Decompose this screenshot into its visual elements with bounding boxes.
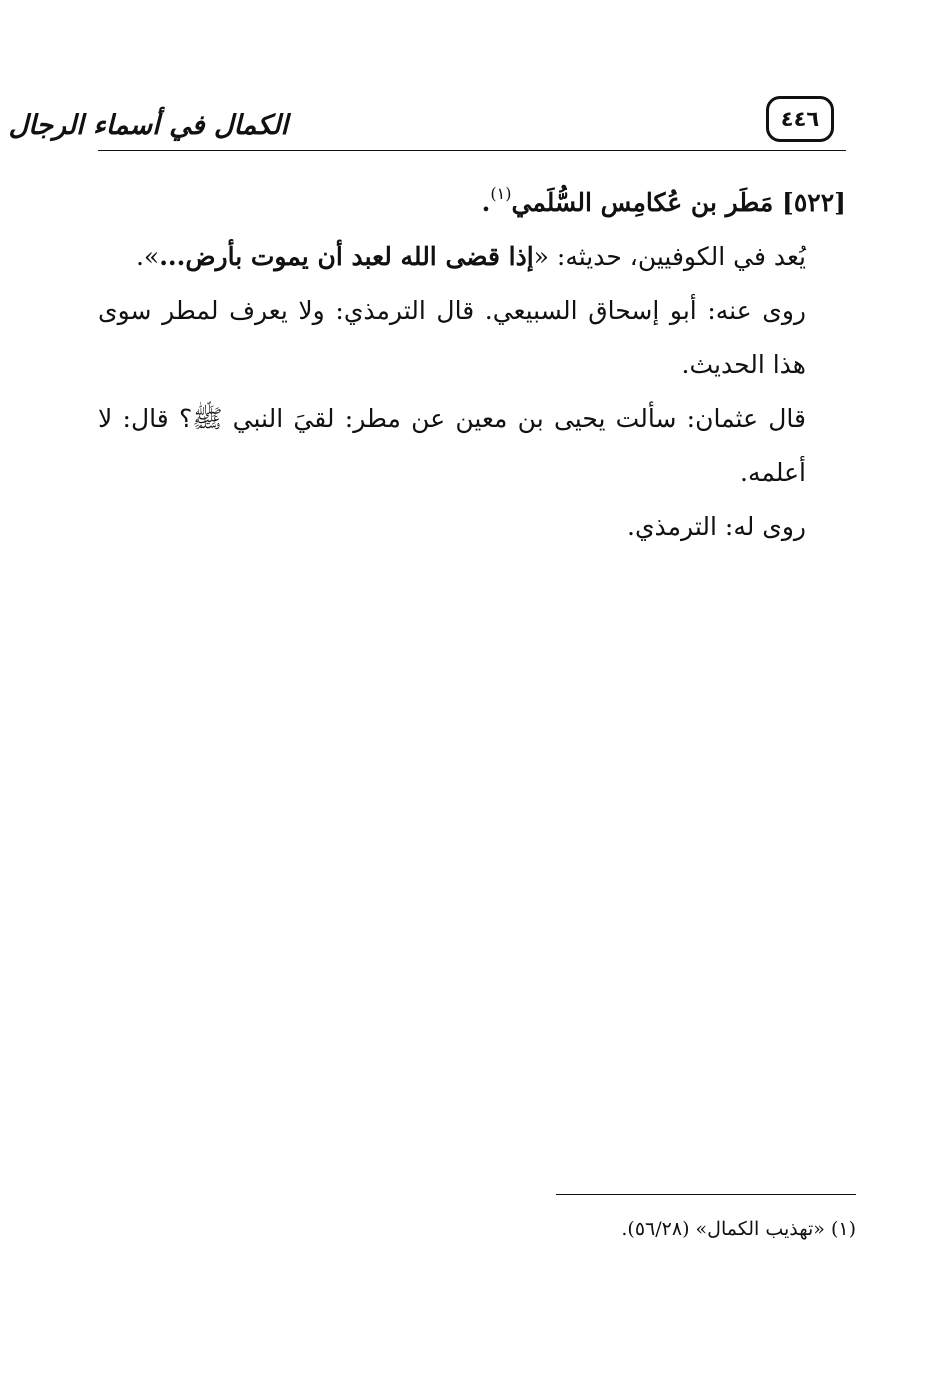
footnote-divider bbox=[556, 1194, 856, 1195]
paragraph-hadith bbox=[98, 230, 846, 284]
page-number: ٤٤٦ bbox=[766, 96, 834, 142]
book-title: الكمال في أسماء الرجال bbox=[8, 110, 288, 141]
paragraph-uthman: قال عثمان: سألت يحيى بن معين عن مطر: لقيَ النبي ﷺ؟ قال: لا أعلمه. bbox=[98, 404, 806, 487]
paragraph-hadith-lead: يُعد في الكوفيين، حديثه: « bbox=[533, 242, 806, 271]
paragraph-hadith-end: ». bbox=[135, 242, 160, 271]
header-divider bbox=[98, 150, 846, 151]
paragraph-narrators: روى عنه: أبو إسحاق السبيعي. قال الترمذي: ولا يعرف لمطر سوى هذا الحديث. bbox=[98, 296, 806, 379]
entry-heading-text: [٥٢٢] مَطَر بن عُكامِس السُّلَمي bbox=[511, 188, 846, 217]
hadith-quote: إذا قضى الله لعبد أن يموت بأرض... bbox=[159, 242, 534, 271]
footnote-marker: (١) bbox=[490, 184, 512, 203]
footnote: (١) «تهذيب الكمال» (٥٦/٢٨). bbox=[621, 1218, 856, 1240]
entry-heading bbox=[98, 176, 846, 230]
entry-heading-period: . bbox=[481, 188, 491, 217]
main-text bbox=[98, 176, 846, 554]
paragraph-transmitters: روى له: الترمذي. bbox=[627, 512, 806, 541]
